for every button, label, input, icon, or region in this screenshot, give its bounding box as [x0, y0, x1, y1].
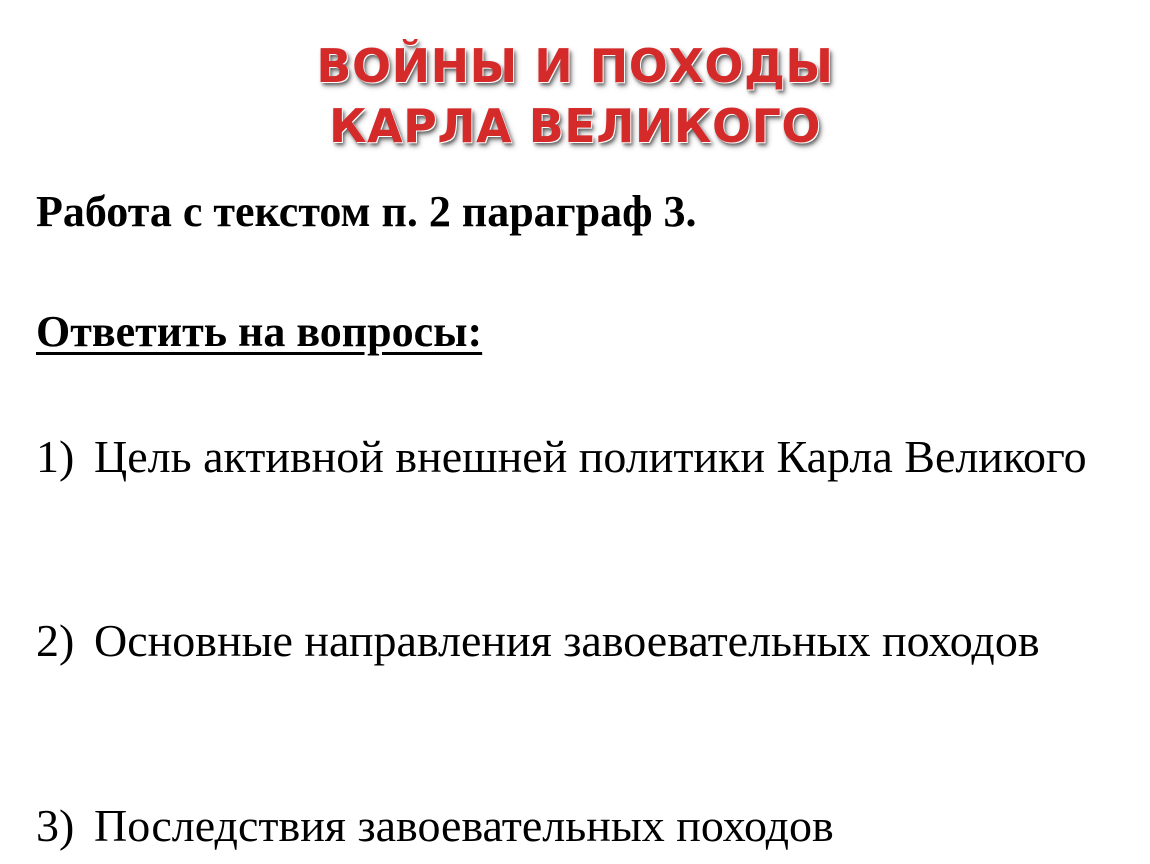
question-text: Основные направления завоевательных походов — [94, 615, 1040, 666]
question-number: 2) — [36, 615, 75, 666]
question-text: Цель активной внешней политики Карла Великого — [94, 431, 1087, 482]
questions-heading: Ответить на вопросы: — [36, 307, 483, 356]
assignment-subtitle: Работа с текстом п. 2 параграф 3. — [36, 187, 697, 236]
question-item — [36, 610, 1136, 672]
question-text: Последствия завоевательных походов — [94, 800, 834, 851]
question-item — [36, 795, 1136, 857]
title-line-1: ВОЙНЫ И ПОХОДЫ — [316, 39, 834, 93]
question-number: 1) — [36, 431, 75, 482]
title-line-2: КАРЛА ВЕЛИКОГО — [328, 99, 822, 153]
slide-title — [0, 36, 1150, 156]
question-number: 3) — [36, 800, 75, 851]
question-item — [36, 426, 1136, 488]
